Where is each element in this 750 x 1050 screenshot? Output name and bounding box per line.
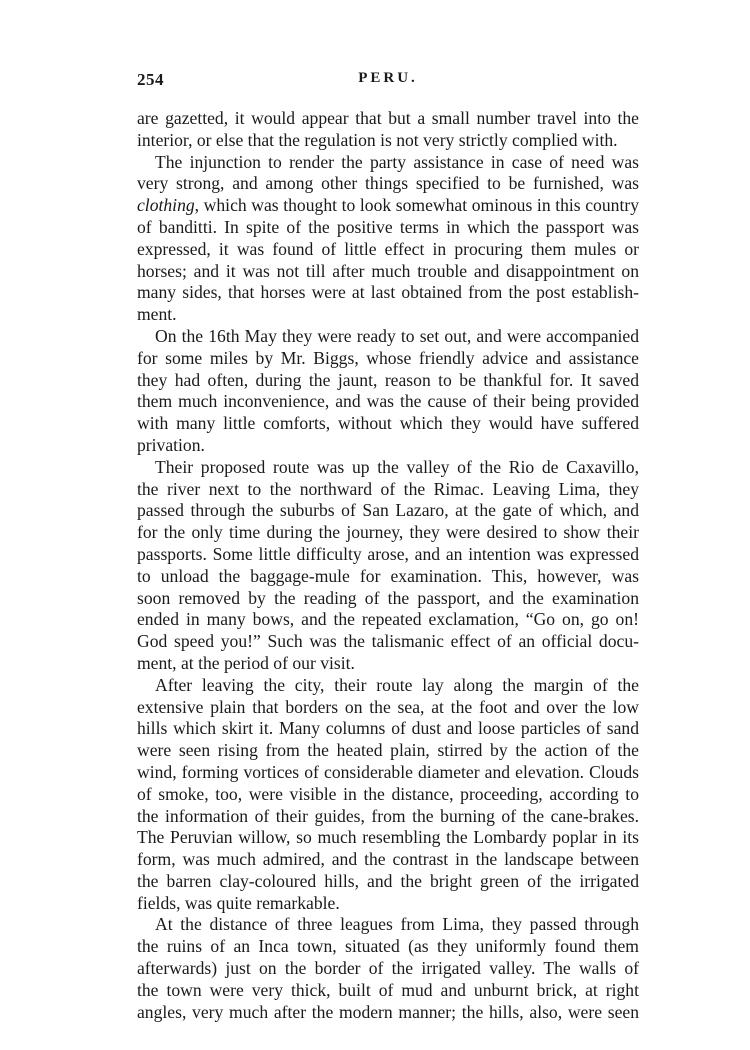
text-line: soon removed by the reading of the passport, and the examination [137,587,639,608]
text-line: ment, at the period of our visit. [137,652,355,673]
text-line: form, was much admired, and the contrast in the landscape between [137,849,639,870]
text-line: they had often, during the jaunt, reason to be thankful for. It saved [137,369,639,390]
text-line: God speed you!” Such was the talismanic effect of an official docu- [137,631,639,652]
text-line: clothing, which was thought to look somewhat ominous in this country [137,195,639,216]
text-line: of smoke, too, were visible in the distance, proceeding, according to [137,783,639,804]
text-line: After leaving the city, their route lay along the margin of the [155,674,639,695]
text-line: extensive plain that borders on the sea, at the foot and over the low [137,696,639,717]
running-title: PERU. [358,70,418,86]
text-line: of banditti. In spite of the positive terms in which the passport was [137,216,639,237]
text-line: them much inconvenience, and was the cause of their being provided [137,391,639,412]
running-head [137,70,639,96]
text-line: to unload the baggage-mule for examination. This, however, was [137,565,639,586]
body-text [137,108,639,1023]
text-line: with many little comforts, without which they would have suffered [137,413,639,434]
text-line: ended in many bows, and the repeated exclamation, “Go on, go on! [137,609,639,630]
text-line: for the only time during the journey, they were desired to show their [137,522,639,543]
text-line: for some miles by Mr. Biggs, whose friendly advice and assistance [137,347,639,368]
text-line: very strong, and among other things specified to be furnished, was [137,173,639,194]
text-line: angles, very much after the modern manner; the hills, also, were seen [137,1001,639,1022]
text-line: the barren clay-coloured hills, and the bright green of the irrigated [137,870,639,891]
text-line: were seen rising from the heated plain, stirred by the action of the [137,740,639,761]
text-line: wind, forming vortices of considerable diameter and elevation. Clouds [137,761,639,782]
text-line: Their proposed route was up the valley of the Rio de Caxavillo, [155,456,639,477]
text-line: The injunction to render the party assistance in case of need was [155,151,639,172]
text-line: the town were very thick, built of mud and unburnt brick, at right [137,979,639,1000]
text-line: fields, was quite remarkable. [137,892,340,913]
text-line: the information of their guides, from the burning of the cane-brakes. [137,805,639,826]
text-line: hills which skirt it. Many columns of dust and loose particles of sand [137,718,639,739]
text-line: the river next to the northward of the Rimac. Leaving Lima, they [137,478,639,499]
text-line: privation. [137,434,205,455]
text-line: At the distance of three leagues from Lima, they passed through [155,914,639,935]
text-line: the ruins of an Inca town, situated (as they uniformly found them [137,936,639,957]
text-line: are gazetted, it would appear that but a small number travel into the [137,108,639,128]
text-line: expressed, it was found of little effect in procuring them mules or [137,238,639,259]
text-line: horses; and it was not till after much trouble and disappointment on [137,260,639,281]
text-line: On the 16th May they were ready to set out, and were accompanied [155,325,639,346]
text-line: passed through the suburbs of San Lazaro, at the gate of which, and [137,500,639,521]
text-line: passports. Some little difficulty arose, and an intention was expressed [137,543,639,564]
text-line: many sides, that horses were at last obtained from the post establish- [137,282,639,303]
italic-word: clothing [137,195,195,216]
text-line: The Peruvian willow, so much resembling the Lombardy poplar in its [137,827,639,848]
text-line: ment. [137,304,177,325]
text-line: interior, or else that the regulation is not very strictly complied with. [137,129,618,150]
text-line: afterwards) just on the border of the irrigated valley. The walls of [137,958,639,979]
page-number: 254 [137,70,164,89]
